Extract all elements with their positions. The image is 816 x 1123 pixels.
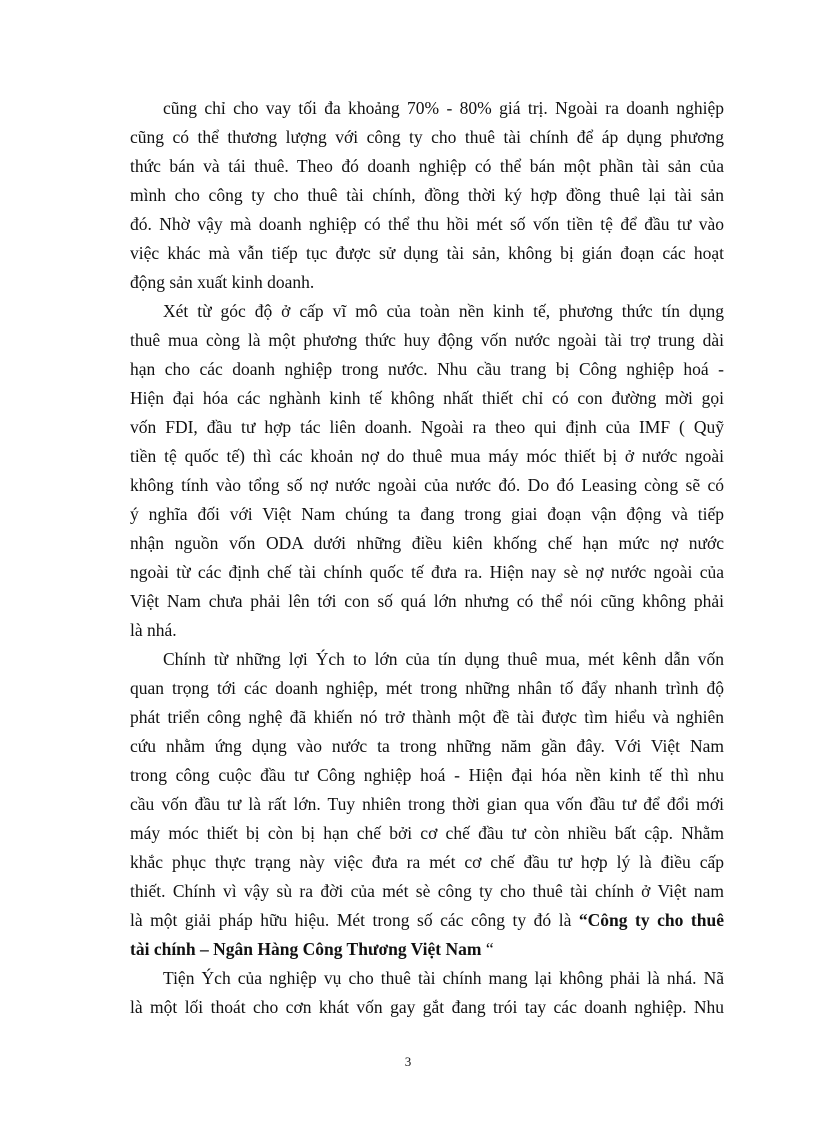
text-line: máy móc thiết bị còn bị hạn chế bởi cơ chế đầu tư còn nhiều bất cập. Nhằm — [130, 823, 724, 843]
text-line: thuê mua còng là một phương thức huy động vốn nước ngoài tài trợ trung dài — [130, 330, 724, 350]
text-line: Xét từ góc độ ở cấp vĩ mô của toàn nền kinh tế, phương thức tín dụng — [163, 301, 724, 321]
text-span: “ — [481, 939, 494, 959]
text-line: đó. Nhờ vậy mà doanh nghiệp có thể thu hồi mét số vốn tiền tệ để đầu tư vào — [130, 214, 724, 234]
text-line: trong công cuộc đầu tư Công nghiệp hoá - Hiện đại hóa nền kinh tế thì nhu — [130, 765, 724, 785]
company-name-bold: tài chính – Ngân Hàng Công Thương Việt Nam — [130, 939, 482, 959]
text-line: tiền tệ quốc tế) thì các khoản nợ do thuê mua máy móc thiết bị ở nước ngoài — [130, 446, 724, 466]
company-name-bold: “Công ty cho thuê — [578, 910, 724, 930]
paragraph-4 — [130, 964, 724, 1022]
text-line: ngoài từ các định chế tài chính quốc tế đưa ra. Hiện nay sè nợ nước ngoài của — [130, 562, 724, 582]
text-line: nhận nguồn vốn ODA dưới những điều kiên khống chế hạn mức nợ nước — [130, 533, 724, 553]
text-line: Việt Nam chưa phải lên tới con số quá lớn nhưng có thể nói cũng không phải — [130, 591, 724, 611]
text-line: mình cho công ty cho thuê tài chính, đồng thời ký hợp đồng thuê lại tài sản — [130, 185, 724, 205]
paragraph-3 — [130, 645, 724, 964]
text-line: cũng chỉ cho vay tối đa khoảng 70% - 80% giá trị. Ngoài ra doanh nghiệp — [163, 98, 724, 118]
text-line: không tính vào tổng số nợ nước ngoài của nước đó. Do đó Leasing còng sẽ có — [130, 475, 724, 495]
text-line: cầu vốn đầu tư là rất lớn. Tuy nhiên trong thời gian qua vốn đầu tư để đổi mới — [130, 794, 724, 814]
text-line: thiết. Chính vì vậy sù ra đời của mét sè công ty cho thuê tài chính ở Việt nam — [130, 881, 724, 901]
text-line: hạn cho các doanh nghiệp trong nước. Nhu cầu trang bị Công nghiệp hoá - — [130, 359, 724, 379]
text-line: việc khác mà vẫn tiếp tục được sử dụng tài sản, không bị gián đoạn các hoạt — [130, 243, 724, 263]
text-line: quan trọng tới các doanh nghiệp, mét trong những nhân tố đẩy nhanh trình độ — [130, 678, 724, 698]
text-line: Tiện Ých của nghiệp vụ cho thuê tài chính mang lại không phải là nhá. Nã — [163, 968, 724, 988]
text-line: thức bán và tái thuê. Theo đó doanh nghiệp có thể bán một phần tài sản của — [130, 156, 724, 176]
text-line: là nhá. — [130, 620, 177, 640]
document-body — [130, 94, 724, 1022]
text-line: là một lối thoát cho cơn khát vốn gay gắt đang trói tay các doanh nghiệp. Nhu — [130, 997, 724, 1017]
paragraph-2 — [130, 297, 724, 645]
page-number: 3 — [404, 1054, 412, 1069]
text-line: ý nghĩa đối với Việt Nam chúng ta đang trong giai đoạn vận động và tiếp — [130, 504, 724, 524]
text-line: vốn FDI, đầu tư hợp tác liên doanh. Ngoài ra theo qui định của IMF ( Quỹ — [130, 417, 724, 437]
text-line — [130, 906, 724, 935]
text-span: là một giải pháp hữu hiệu. Mét trong số các công ty đó là — [130, 910, 579, 930]
text-line: khắc phục thực trạng này việc đưa ra mét cơ chế đầu tư hợp lý là điều cấp — [130, 852, 724, 872]
paragraph-1 — [130, 94, 724, 297]
text-line: phát triển công nghệ đã khiến nó trở thành một đề tài được tìm hiểu và nghiên — [130, 707, 724, 727]
text-line: Hiện đại hóa các nghành kinh tế không nhất thiết chỉ có con đường mời gọi — [130, 388, 724, 408]
text-line — [130, 935, 724, 964]
text-line: động sản xuất kinh doanh. — [130, 272, 315, 292]
text-line: cứu nhằm ứng dụng vào nước ta trong những năm gần đây. Với Việt Nam — [130, 736, 724, 756]
text-line: Chính từ những lợi Ých to lớn của tín dụng thuê mua, mét kênh dẫn vốn — [163, 649, 724, 669]
text-line: cũng có thể thương lượng với công ty cho thuê tài chính để áp dụng phương — [130, 127, 724, 147]
